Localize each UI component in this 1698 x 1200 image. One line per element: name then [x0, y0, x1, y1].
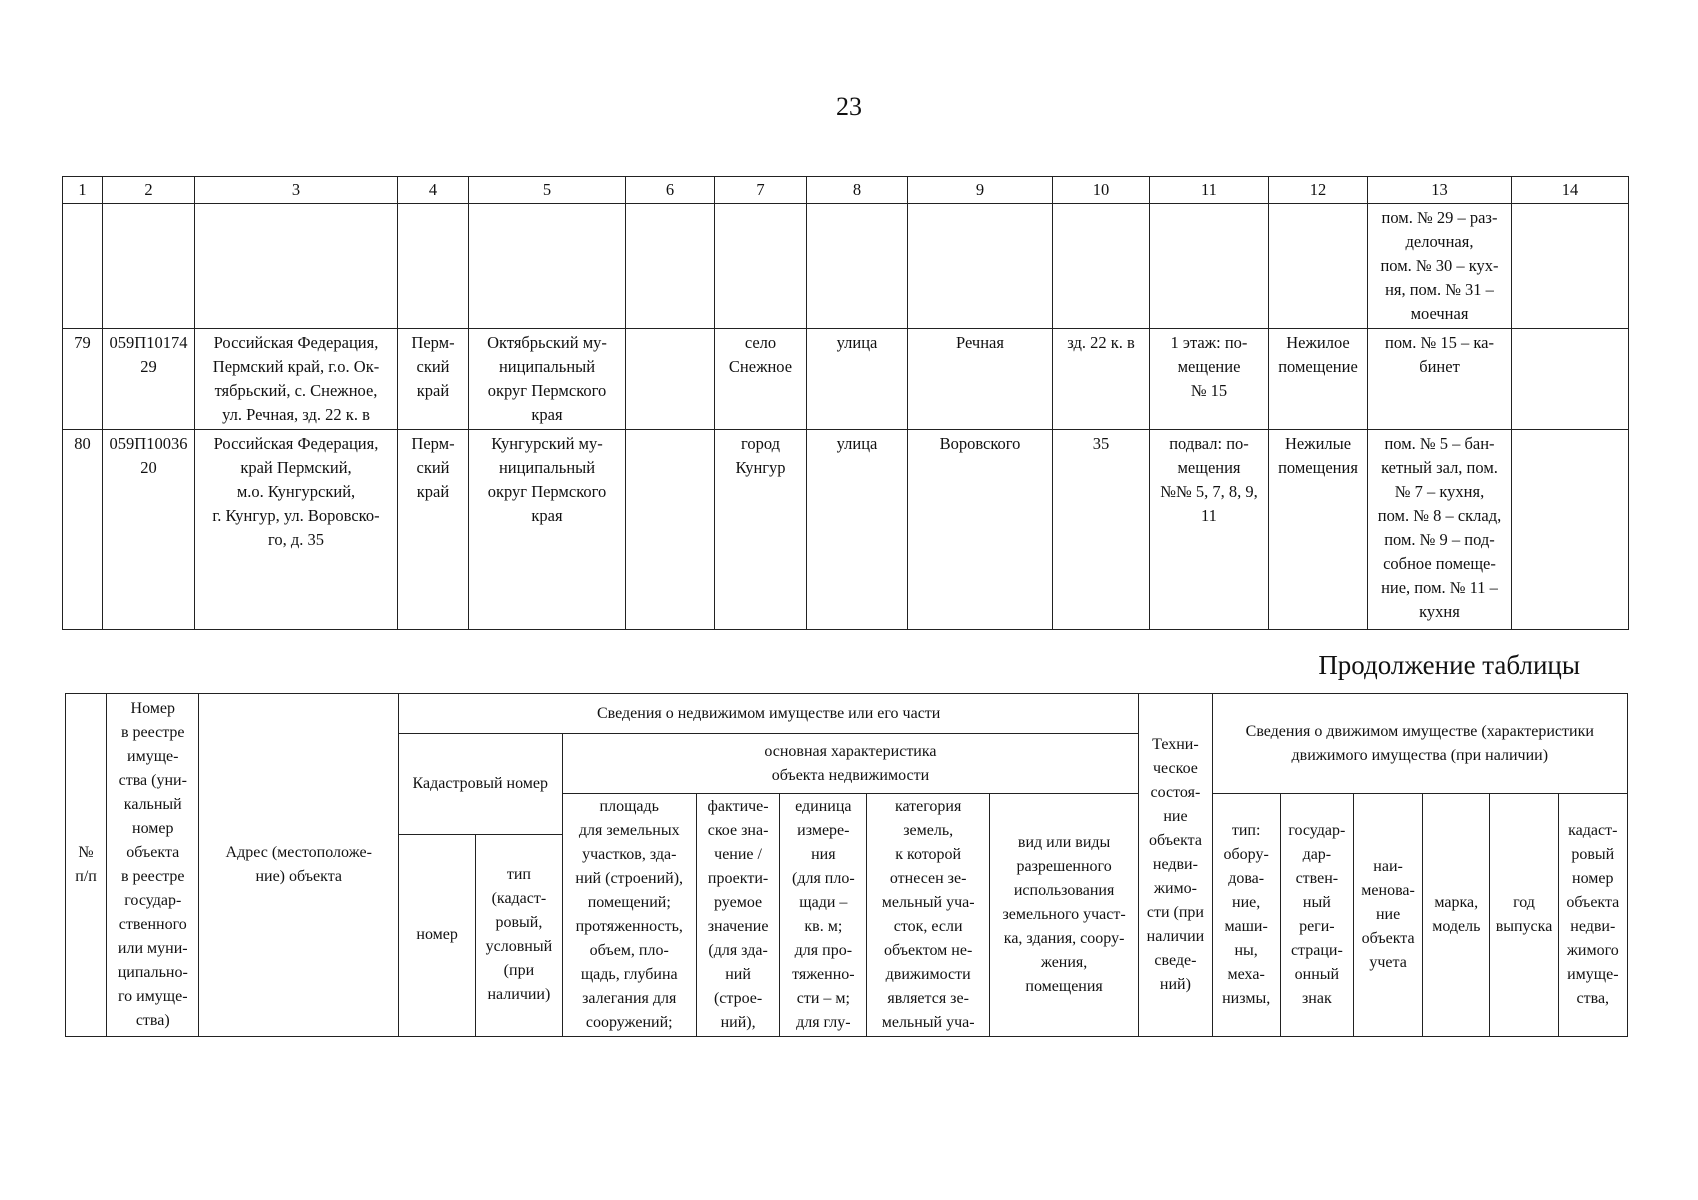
cell-text-line: недви-: [1152, 856, 1198, 873]
cell-text-line: Снежное: [728, 357, 793, 376]
cell-text-line: ния: [811, 846, 836, 863]
cell-text-line: измере-: [797, 822, 850, 839]
cell-text-line: край: [416, 381, 450, 400]
column-number: 10: [1053, 177, 1150, 204]
cell-text-line: Техни-: [1152, 736, 1199, 753]
cell-text-line: объектом не-: [884, 942, 973, 959]
cell-text-line: Сведения о движимом имуществе (характеристики: [1245, 722, 1594, 740]
cell-text-line: сти – м;: [796, 990, 850, 1007]
property-table: [62, 176, 1629, 630]
cell-text-line: ческое: [1152, 760, 1198, 777]
cell-text-line: единица: [795, 798, 852, 815]
cell-text-line: тяженно-: [792, 966, 855, 983]
header-model: [1423, 794, 1490, 1037]
cell-text-line: кухня: [1419, 602, 1460, 621]
column-number: 11: [1150, 177, 1269, 204]
row-number: [63, 430, 103, 630]
premises-type: [1269, 430, 1368, 630]
column-number: 8: [807, 177, 908, 204]
cell-text-line: имуще-: [1567, 966, 1619, 983]
column-number: 6: [626, 177, 715, 204]
region: [398, 430, 469, 630]
cell-text-line: ства,: [1576, 990, 1610, 1007]
continuation-title: Продолжение таблицы: [1318, 650, 1580, 680]
premises-location: [1150, 329, 1269, 430]
cell-text-line: площадь: [599, 798, 659, 815]
header-area: [562, 794, 696, 1037]
cell-text-line: имуще-: [127, 748, 179, 765]
header-realty-group: [399, 694, 1139, 734]
cell-text-line: ниципальный: [498, 458, 596, 477]
cell-text-line: отнесен зе-: [889, 870, 967, 887]
cell-text-line: края: [531, 405, 563, 424]
settlement: [715, 430, 807, 630]
cell-text-line: 11: [1201, 506, 1217, 525]
cell-text-line: наличии: [1146, 928, 1205, 945]
cell-text-line: государ-: [1288, 822, 1346, 839]
cell-text-line: подвал: по-: [1169, 434, 1249, 453]
cell-text-line: движимости: [885, 966, 971, 983]
cell-text-line: 1 этаж: по-: [1170, 333, 1248, 352]
premises-location: [1150, 430, 1269, 630]
cell-text-line: бинет: [1419, 357, 1460, 376]
cell-text-line: мещения: [1177, 458, 1241, 477]
cell-text-line: го, д. 35: [267, 530, 324, 549]
cell-text-line: номер: [1572, 870, 1614, 887]
cell-text-line: сток, если: [893, 918, 963, 935]
cell-text-line: улица: [836, 333, 878, 352]
cell-text-line: село: [744, 333, 777, 352]
cell-text-line: округ Пермского: [487, 381, 607, 400]
cell-text-line: Кунгур: [735, 458, 786, 477]
cell-text-line: Российская Федерация,: [213, 333, 379, 352]
cell-text-line: округ Пермского: [487, 482, 607, 501]
column-number: 7: [715, 177, 807, 204]
continuation-header-table: [65, 693, 1628, 1037]
cell-text-line: пом. № 30 – кух-: [1380, 256, 1499, 275]
settlement: [715, 329, 807, 430]
cell-text-line: объекта недвижимости: [771, 766, 930, 784]
column-number: 13: [1368, 177, 1512, 204]
street-name: [908, 430, 1053, 630]
cell-text-line: собное помеще-: [1383, 554, 1496, 573]
cell-text-line: тябрьский, с. Снежное,: [214, 381, 378, 400]
cell-text-line: Адрес (местоположе-: [225, 844, 372, 861]
cell-text-line: ка, здания, соору-: [1003, 930, 1125, 947]
cell-text-line: марка,: [1434, 894, 1479, 911]
table-row: [63, 430, 1629, 630]
cell-text-line: основная характеристика: [764, 742, 937, 760]
cell-text-line: условный: [485, 938, 553, 956]
cell-text-line: ние,: [1232, 894, 1261, 911]
cell-text-line: пом. № 5 – бан-: [1384, 434, 1495, 453]
header-address: [199, 694, 399, 1037]
cell-text-line: менова-: [1361, 882, 1415, 899]
cell-text-line: жимого: [1566, 942, 1619, 959]
cell-text-line: щадь, глубина: [580, 966, 678, 983]
cell-text-line: категория: [894, 798, 962, 815]
cell-text-line: улица: [836, 434, 878, 453]
cell-text-line: №№ 5, 7, 8, 9,: [1160, 482, 1258, 501]
cell-text-line: г. Кунгур, ул. Воровско-: [212, 506, 380, 525]
cell-text-line: меха-: [1227, 966, 1265, 983]
cell-text-line: к которой: [895, 846, 962, 863]
cell-text-line: Пермский край, г.о. Ок-: [212, 357, 380, 376]
cell-text-line: ства (уни-: [118, 772, 187, 789]
cell-text-line: сооружений;: [585, 1014, 673, 1031]
cell-text-line: онный: [1294, 966, 1340, 983]
header-movable-cadastral: [1558, 794, 1627, 1037]
header-permitted-use: [989, 794, 1138, 1037]
cell-text-line: п/п: [75, 868, 97, 885]
cell-text-line: помещения: [1025, 978, 1103, 995]
cell-text-line: чение /: [714, 846, 762, 863]
cell-text-line: ние: [1163, 808, 1188, 825]
header-land-category: [867, 794, 989, 1037]
cell-text-line: модель: [1432, 918, 1481, 935]
header-registry-number: [107, 694, 199, 1037]
cell-text-line: Воровского: [939, 434, 1021, 453]
page-number: 23: [836, 92, 862, 121]
cell-text-line: ул. Речная, зд. 22 к. в: [222, 405, 370, 424]
cell-text-line: ровый,: [495, 914, 543, 932]
cell-text-line: ственного: [118, 916, 187, 933]
header-equipment-type: [1212, 794, 1280, 1037]
cell-text-line: ние, пом. № 11 –: [1381, 578, 1498, 597]
cell-text-line: Российская Федерация,: [213, 434, 379, 453]
cell-text-line: ровый: [1571, 846, 1615, 863]
header-cadastral-number: [399, 734, 563, 835]
cell-text-line: делочная,: [1405, 232, 1474, 251]
cell-text-line: помещение: [1278, 357, 1358, 376]
cell-text-line: ный: [1302, 894, 1331, 911]
cell-text-line: 20: [140, 458, 157, 477]
cell-text-line: 80: [74, 434, 91, 453]
cell-text-line: пом. № 29 – раз-: [1381, 208, 1498, 227]
cell-text-line: Нежилые: [1284, 434, 1352, 453]
cell-text-line: номер: [132, 820, 174, 837]
cell-text-line: го имуще-: [117, 988, 188, 1005]
cell-text-line: ский: [416, 458, 450, 477]
notes-cell: [1512, 329, 1629, 430]
street-type: [807, 329, 908, 430]
cell-text-line: маши-: [1224, 918, 1268, 935]
cell-text-line: год: [1513, 894, 1535, 911]
street-type: [807, 430, 908, 630]
cell-text-line: наи-: [1373, 858, 1403, 875]
continuation-row: [63, 204, 1629, 329]
cell-text-line: кадаст-: [1568, 822, 1618, 839]
cell-text-line: фактиче-: [707, 798, 769, 815]
address: [195, 430, 398, 630]
column-number: 2: [103, 177, 195, 204]
header-type: [476, 834, 562, 1037]
cell-text-line: или муни-: [117, 940, 188, 957]
cell-text-line: пом. № 15 – ка-: [1385, 333, 1494, 352]
cell-text-line: страци-: [1290, 942, 1343, 959]
cell-text-line: Кадастровый номер: [412, 774, 548, 792]
cell-text-line: дова-: [1228, 870, 1265, 887]
premises-list: [1368, 204, 1512, 329]
cell-text-line: Речная: [956, 333, 1004, 352]
cell-text-line: № 7 – кухня,: [1394, 482, 1485, 501]
notes-cell: [1512, 430, 1629, 630]
cell-text-line: объекта: [126, 844, 180, 861]
cell-text-line: состоя-: [1150, 784, 1201, 801]
cell-text-line: тип: [506, 866, 531, 884]
cell-text-line: Перм-: [411, 434, 455, 453]
column-number: 14: [1512, 177, 1629, 204]
cell-text-line: (строе-: [713, 990, 763, 1007]
cell-text-line: ский: [416, 357, 450, 376]
cell-text-line: ние: [1375, 906, 1401, 923]
cell-text-line: для земельных: [578, 822, 680, 839]
cell-text-line: Перм-: [411, 333, 455, 352]
cell-text-line: ципально-: [117, 964, 188, 981]
cell-text-line: сведе-: [1154, 952, 1197, 969]
settlement-type-cell: [626, 329, 715, 430]
cell-text-line: наличии): [487, 986, 551, 1004]
cell-text-line: город: [740, 434, 781, 453]
cell-text-line: знак: [1301, 990, 1332, 1007]
cell-text-line: выпуска: [1495, 918, 1553, 935]
cell-text-line: Кунгурский му-: [491, 434, 603, 453]
cell-text-line: Октябрьский му-: [487, 333, 607, 352]
cell-text-line: пом. № 9 – под-: [1384, 530, 1495, 549]
cell-text-line: ний): [1159, 976, 1191, 993]
cell-text-line: кальный: [123, 796, 182, 813]
cell-text-line: мельный уча-: [881, 1014, 975, 1031]
cell-text-line: помещений;: [587, 894, 671, 911]
cell-text-line: вид или виды: [1017, 834, 1111, 851]
cell-text-line: ний (строений),: [575, 870, 684, 887]
cell-text-line: край: [416, 482, 450, 501]
column-number: 5: [469, 177, 626, 204]
cell-text-line: объекта: [1361, 930, 1415, 947]
cell-text-line: в реестре: [120, 868, 185, 885]
cell-text-line: руемое: [714, 894, 763, 911]
cell-text-line: край Пермский,: [240, 458, 352, 477]
cell-text-line: помещения: [1278, 458, 1358, 477]
header-number: [399, 834, 476, 1037]
cell-text-line: мещение: [1177, 357, 1241, 376]
cell-text-line: участков, зда-: [582, 846, 677, 863]
cell-text-line: ний),: [720, 1014, 756, 1031]
header-year: [1490, 794, 1558, 1037]
settlement-type-cell: [626, 430, 715, 630]
cell-text-line: кв. м;: [804, 918, 843, 935]
address: [195, 329, 398, 430]
cell-text-line: Номер: [130, 700, 175, 717]
cell-text-line: значение: [707, 918, 769, 935]
cell-text-line: объекта: [1148, 832, 1202, 849]
cell-text-line: зд. 22 к. в: [1067, 333, 1135, 352]
row-number: [63, 329, 103, 430]
cell-text-line: в реестре: [120, 724, 185, 741]
cell-text-line: сти (при: [1146, 904, 1204, 921]
cell-text-line: низмы,: [1222, 990, 1271, 1007]
cell-text-line: является зе-: [887, 990, 969, 1007]
cell-text-line: ское зна-: [707, 822, 769, 839]
header-state-reg-sign: [1280, 794, 1353, 1037]
cell-text-line: использования: [1013, 882, 1115, 899]
region: [398, 329, 469, 430]
cell-text-line: тип:: [1231, 822, 1261, 839]
column-number: 9: [908, 177, 1053, 204]
cell-text-line: протяженность,: [575, 918, 683, 935]
registry-number: [103, 329, 195, 430]
cell-text-line: м.о. Кунгурский,: [236, 482, 356, 501]
header-object-name: [1353, 794, 1422, 1037]
cell-text-line: ня, пом. № 31 –: [1385, 280, 1494, 299]
cell-text-line: жимо-: [1153, 880, 1197, 897]
cell-text-line: (для пло-: [791, 870, 855, 887]
cell-text-line: (при: [503, 962, 535, 980]
street-name: [908, 329, 1053, 430]
cell-text-line: земель,: [903, 822, 954, 839]
cell-text-line: 059П10174: [109, 333, 188, 352]
premises-type: [1269, 329, 1368, 430]
cell-text-line: государ-: [124, 892, 182, 909]
column-number-row: [63, 177, 1629, 204]
registry-number: [103, 430, 195, 630]
cell-text-line: реги-: [1299, 918, 1335, 935]
cell-text-line: для глу-: [796, 1014, 851, 1031]
header-unit: [780, 794, 867, 1037]
column-number: 12: [1269, 177, 1368, 204]
column-number: 3: [195, 177, 398, 204]
cell-text-line: ны,: [1234, 942, 1258, 959]
cell-text-line: 79: [74, 333, 91, 352]
cell-text-line: кетный зал, пом.: [1381, 458, 1498, 477]
table-row: [63, 329, 1629, 430]
cell-text-line: ниципальный: [498, 357, 596, 376]
building-number: [1053, 430, 1150, 630]
cell-text-line: 059П10036: [109, 434, 188, 453]
cell-text-line: моечная: [1410, 304, 1469, 323]
cell-text-line: жения,: [1040, 954, 1088, 971]
cell-text-line: проекти-: [707, 870, 769, 887]
cell-text-line: № 15: [1190, 381, 1228, 400]
cell-text-line: щади –: [799, 894, 848, 911]
cell-text-line: 35: [1092, 434, 1110, 453]
cell-text-line: недви-: [1570, 918, 1616, 935]
cell-text-line: ние) объекта: [255, 868, 342, 885]
cell-text-line: пом. № 8 – склад,: [1377, 506, 1502, 525]
cell-text-line: разрешенного: [1016, 858, 1112, 875]
header-actual-value: [696, 794, 779, 1037]
header-row-number: [66, 694, 107, 1037]
premises-list: [1368, 430, 1512, 630]
cell-text-line: дар-: [1302, 846, 1332, 863]
cell-text-line: номер: [416, 926, 458, 944]
cell-text-line: ствен-: [1295, 870, 1339, 887]
cell-text-line: (кадаст-: [491, 890, 547, 908]
building-number: [1053, 329, 1150, 430]
cell-text-line: движимого имущества (при наличии): [1291, 746, 1549, 764]
cell-text-line: учета: [1369, 954, 1407, 971]
header-movable-group: [1212, 694, 1627, 794]
cell-text-line: объекта: [1566, 894, 1620, 911]
cell-text-line: мельный уча-: [881, 894, 975, 911]
cell-text-line: ства): [135, 1012, 170, 1029]
cell-text-line: ний: [725, 966, 751, 983]
cell-text-line: Сведения о недвижимом имуществе или его части: [596, 704, 941, 722]
cell-text-line: Нежилое: [1286, 333, 1350, 352]
cell-text-line: 29: [140, 357, 157, 376]
header-tech-condition: [1139, 694, 1212, 1037]
cell-text-line: залегания для: [582, 990, 677, 1007]
cell-text-line: для про-: [794, 942, 853, 959]
column-number: 1: [63, 177, 103, 204]
premises-list: [1368, 329, 1512, 430]
cell-text-line: №: [78, 844, 94, 861]
cell-text-line: (для зда-: [708, 942, 768, 959]
cell-text-line: края: [531, 506, 563, 525]
cell-text-line: обору-: [1223, 846, 1269, 863]
column-number: 4: [398, 177, 469, 204]
municipality: [469, 329, 626, 430]
header-main-characteristic: [562, 734, 1139, 794]
cell-text-line: земельного участ-: [1002, 906, 1126, 923]
municipality: [469, 430, 626, 630]
cell-text-line: объем, пло-: [589, 942, 669, 959]
